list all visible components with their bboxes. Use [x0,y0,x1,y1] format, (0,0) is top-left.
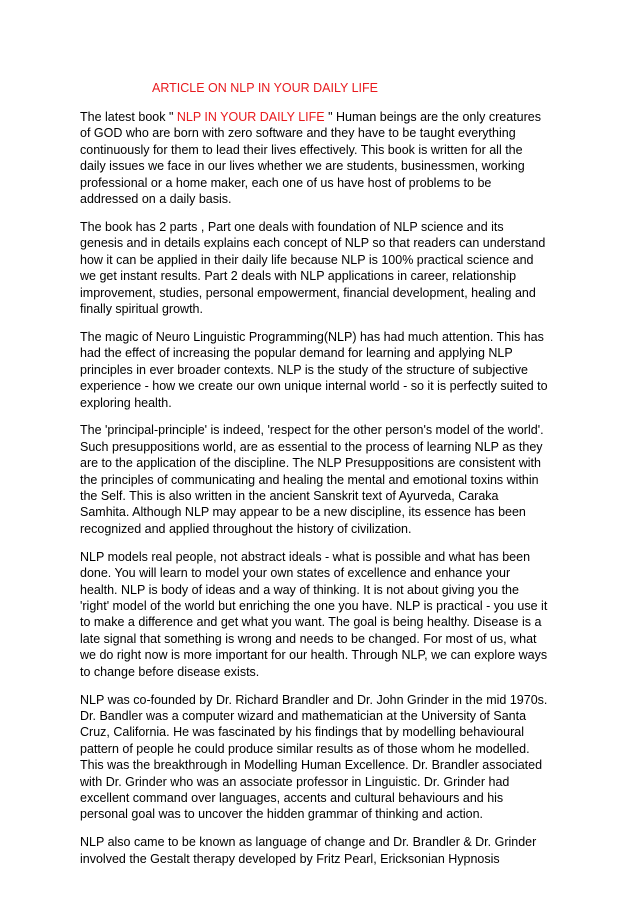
text-line: personal goal was to uncover the hidden grammar of thinking and action. [80,807,484,822]
article-title: ARTICLE ON NLP IN YOUR DAILY LIFE [152,81,379,95]
text-line: 'right' model of the world but enriching the one you have. NLP is practical - you use it [80,598,548,613]
text-line: exploring health. [80,395,172,410]
book-title-highlight: NLP IN YOUR DAILY LIFE [176,110,325,124]
text-line: recognized and applied throughout the history of civilization. [80,521,412,536]
text-line: This was the breakthrough in Modelling Human Excellence. Dr. Brandler associated [80,758,543,773]
text-line: The 'principal-principle' is indeed, 'respect for the other person's model of the world'. [80,423,544,438]
text-line: to change before disease exists. [80,664,260,679]
text-line: Cruz, California. He was fascinated by his findings that by modelling behavioural [80,725,524,740]
paragraph-nlp-models [80,549,550,680]
text-line: genesis and in details explains each concept of NLP so that readers can understand [80,236,546,251]
text-line: experience - how we create our own unique internal world - so it is perfectly suited to [80,379,548,394]
text-line: the principles of communicating and healing the mental and emotional toxins within [80,472,539,487]
paragraph-nlp-founders [80,692,550,823]
text-line: involved the Gestalt therapy developed by Fritz Pearl, Ericksonian Hypnosis [80,851,500,866]
text-line: principles in ever broader contexts. NLP is the study of the structure of subjective [80,362,528,377]
text-line: had the effect of increasing the popular demand for learning and applying NLP [80,346,513,361]
text-line: continuously for them to lead their lives effectively. This book is written for all the [80,142,523,157]
text-line: are to the application of the discipline. The NLP Presuppositions are consistent with [80,456,541,471]
text-line: NLP models real people, not abstract ideals - what is possible and what has been [80,549,531,564]
paragraph-magic-of-nlp [80,329,550,411]
paragraph-book-parts [80,219,550,317]
text-line: the Self. This is also written in the ancient Sanskrit text of Ayurveda, Caraka [80,489,499,504]
text-line: NLP was co-founded by Dr. Richard Brandler and Dr. John Grinder in the mid 1970s. [80,692,548,707]
paragraph-intro [80,109,550,207]
text-line: Such presuppositions world, are as essential to the process of learning NLP as they [80,439,543,454]
text-line: how it can be applied in their daily life because NLP is 100% practical science and [80,252,534,267]
text-line: health. NLP is body of ideas and a way of thinking. It is not about giving you the [80,582,519,597]
text-line: we get instant results. Part 2 deals with NLP applications in career, relationship [80,269,517,284]
text-line: late signal that something is wrong and needs to be changed. For most of us, what [80,631,537,646]
text-line [80,109,550,125]
text-line: The magic of Neuro Linguistic Programming(NLP) has had much attention. This has [80,329,544,344]
text-line: to make a difference and get what you want. The goal is being healthy. Disease is a [80,615,542,630]
intro-prefix: The latest book " [80,110,177,124]
text-line: professional or a home maker, each one of us have host of problems to be [80,175,492,190]
text-line: daily issues we face in our lives whether we are students, businessmen, working [80,159,525,174]
article-body [80,109,550,879]
text-line: with Dr. Grinder who was an associate professor in Linguistic. Dr. Grinder had [80,774,510,789]
text-line: pattern of people he could produce similar results as of those whom he modelled. [80,741,530,756]
text-line: improvement, studies, personal empowerment, financial development, healing and [80,285,536,300]
text-line: Samhita. Although NLP may appear to be a new discipline, its essence has been [80,505,526,520]
paragraph-principal-principle [80,422,550,537]
text-line: done. You will learn to model your own states of excellence and enhance your [80,566,511,581]
text-line: of GOD who are born with zero software and they have to be taught everything [80,126,516,141]
intro-suffix: " Human beings are the only creatures [324,110,541,124]
text-line: we do right now is more important for our health. Through NLP, we can explore ways [80,648,548,663]
text-line: NLP also came to be known as language of change and Dr. Brandler & Dr. Grinder [80,835,537,850]
text-line: finally spiritual growth. [80,301,203,316]
text-line: Dr. Bandler was a computer wizard and mathematician at the University of Santa [80,708,527,723]
paragraph-language-of-change [80,834,550,867]
text-line: excellent command over languages, accents and cultural behaviours and his [80,790,504,805]
text-line: addressed on a daily basis. [80,192,232,207]
text-line: The book has 2 parts , Part one deals with foundation of NLP science and its [80,219,504,234]
